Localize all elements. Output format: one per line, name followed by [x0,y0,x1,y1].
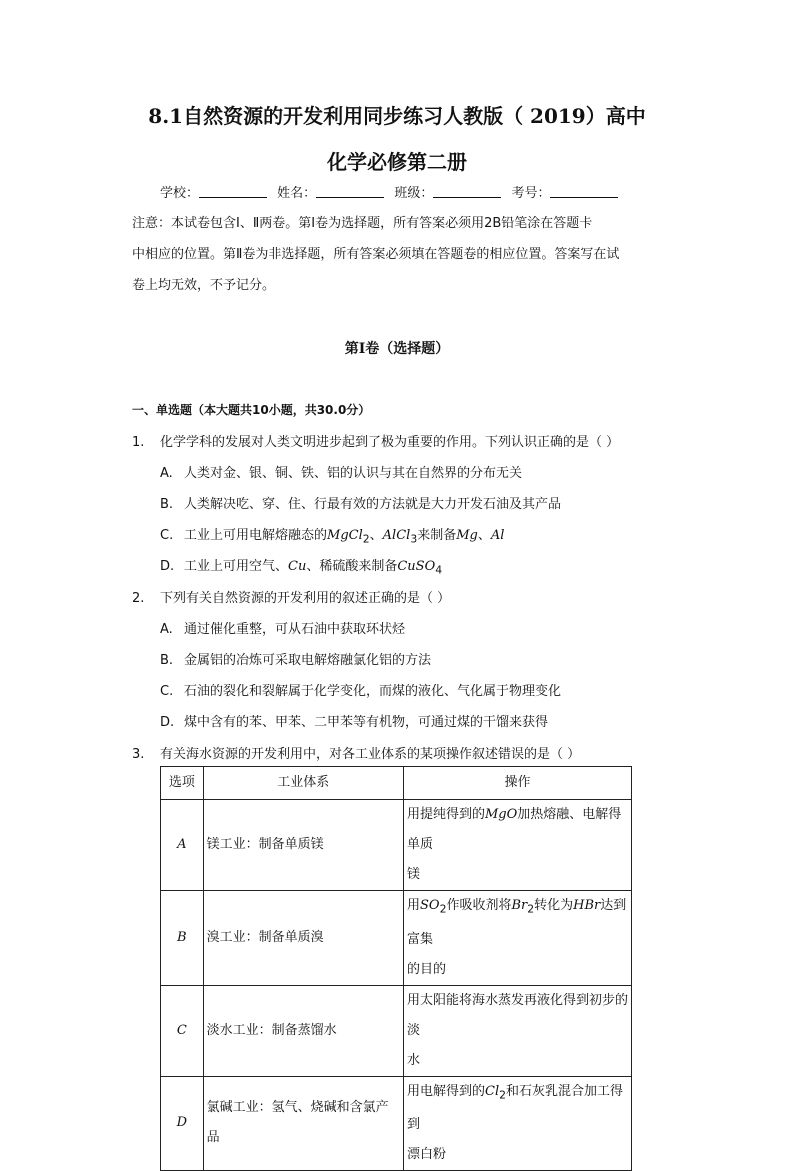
option-2b [160,649,431,668]
option-2a [160,618,405,637]
option-label: A. [160,466,173,481]
formula: Cu [288,559,307,574]
option-label: D. [160,559,175,574]
option-label: D. [160,715,175,730]
option-text: 、 [477,528,491,543]
formula-subscript: 2 [362,532,370,546]
name-blank [316,185,384,198]
table-cell-option: D [161,1076,204,1171]
table-cell-operation [403,800,631,891]
question-2 [132,587,450,606]
formula: Al [490,528,505,543]
question-1 [132,431,619,450]
table-row [161,1076,632,1171]
formula-subscript: 2 [499,1088,506,1102]
option-text: 人类解决吃、穿、住、行最有效的方法就是大力开发石油及其产品 [184,497,562,512]
table-row [161,800,632,891]
formula-subscript: 4 [435,563,443,577]
table-cell-option: C [161,985,204,1076]
option-label: C. [160,684,174,699]
question-stem: 化学学科的发展对人类文明进步起到了极为重要的作用。下列认识正确的是（ ） [160,435,620,450]
option-label: A. [160,622,173,637]
table-cell-option: A [161,800,204,891]
notice-block [132,208,664,301]
page-title-line1: 8.1自然资源的开发利用同步练习人教版（ 2019）高中 [148,104,646,128]
option-text: 石油的裂化和裂解属于化学变化，而煤的液化、气化属于物理变化 [184,684,562,699]
cell-text: 作吸收剂将 [446,898,512,913]
question-stem: 有关海水资源的开发利用中，对各工业体系的某项操作叙述错误的是（ ） [160,747,581,762]
page-title-line2: 化学必修第二册 [327,150,467,174]
option-label: B. [160,497,174,512]
option-2c [160,680,561,699]
question-number: 1. [132,435,145,450]
cell-text: 氯碱工业：氢气、烧碱和含氯产 [206,1100,389,1116]
option-text: 工业上可用空气、 [184,559,289,574]
table-cell-option: B [161,891,204,986]
number-label: 考号： [511,186,551,201]
question-number: 3. [132,747,145,762]
class-label: 班级： [394,186,434,201]
cell-text: 镁 [406,867,420,882]
question-number: 2. [132,591,145,606]
table-header: 操作 [403,767,631,800]
option-label: C. [160,528,174,543]
cell-text: 和石灰乳混合加工得到 [406,1083,624,1133]
formula: Mg [456,528,478,543]
class-blank [433,185,501,198]
formula-subscript: 2 [439,902,447,916]
formula: SO [420,898,440,913]
option-text: 人类对金、银、铜、铁、铝的认识与其在自然界的分布无关 [184,466,523,481]
cell-text: 转化为 [534,898,574,913]
cell-text: 品 [206,1130,220,1146]
part-title: 一、单选题（本大题共10小题，共30.0分） [132,403,371,417]
cell-text: 的目的 [406,961,446,977]
cell-text: 用 [406,898,420,913]
table-header-row [161,767,632,800]
notice-line: 注意：本试卷包含Ⅰ、Ⅱ两卷。第Ⅰ卷为选择题，所有答案必须用2B铅笔涂在答题卡 [132,216,593,231]
section-title: 第I卷（选择题） [344,341,450,357]
cell-text: 达到富集 [406,898,627,947]
question-stem: 下列有关自然资源的开发利用的叙述正确的是（ ） [160,591,451,606]
name-label: 姓名： [277,186,317,201]
option-text: 、稀硫酸来制备 [306,559,398,574]
formula: Cl [485,1083,500,1099]
school-label: 学校： [160,186,200,201]
formula: AlCl [382,528,411,543]
option-1b [160,493,561,512]
table-cell-operation [403,1076,631,1171]
table-row [161,891,632,986]
table-cell-system: 溴工业：制备单质溴 [203,891,403,986]
formula: CuSO [397,559,436,574]
school-blank [199,185,267,198]
student-info-row [160,182,624,201]
table-cell-system: 淡水工业：制备蒸馏水 [203,985,403,1076]
notice-line: 卷上均无效，不予记分。 [132,278,276,293]
option-label: B. [160,653,174,668]
option-text: 、 [369,528,383,543]
cell-text: 用电解得到的 [406,1083,485,1099]
cell-text: 漂白粉 [406,1147,446,1163]
notice-line: 中相应的位置。第Ⅱ卷为非选择题，所有答案必须填在答题卷的相应位置。答案写在试 [132,247,620,262]
options-table [160,766,632,1171]
table-cell-system: 镁工业：制备单质镁 [203,800,403,891]
option-1c [160,524,504,546]
option-text: 金属铝的冶炼可采取电解熔融氯化铝的方法 [184,653,432,668]
table-cell-operation [403,985,631,1076]
table-cell-system [203,1076,403,1171]
table-row [161,985,632,1076]
table-header: 选项 [161,767,204,800]
option-1a [160,462,522,481]
option-text: 通过催化重整，可从石油中获取环状烃 [184,622,406,637]
formula: MgO [485,807,518,822]
cell-text: 用提纯得到的 [406,807,485,822]
formula: Br [511,898,528,913]
cell-text: 加热熔融、电解得单质 [406,807,622,852]
number-blank [550,185,618,198]
option-text: 工业上可用电解熔融态的 [184,528,328,543]
option-1d [160,555,442,577]
cell-text: 水 [406,1052,420,1068]
option-text: 来制备 [417,528,457,543]
option-text: 煤中含有的苯、甲苯、二甲苯等有机物，可通过煤的干馏来获得 [184,715,549,730]
option-2d [160,711,548,730]
table-header: 工业体系 [203,767,403,800]
formula-subscript: 3 [410,532,418,546]
cell-text: 用太阳能将海水蒸发再液化得到初步的淡 [406,992,628,1038]
formula: HBr [573,898,601,913]
table-cell-operation [403,891,631,986]
formula-subscript: 2 [527,902,535,916]
question-3 [132,743,580,762]
formula: MgCl [327,528,363,543]
